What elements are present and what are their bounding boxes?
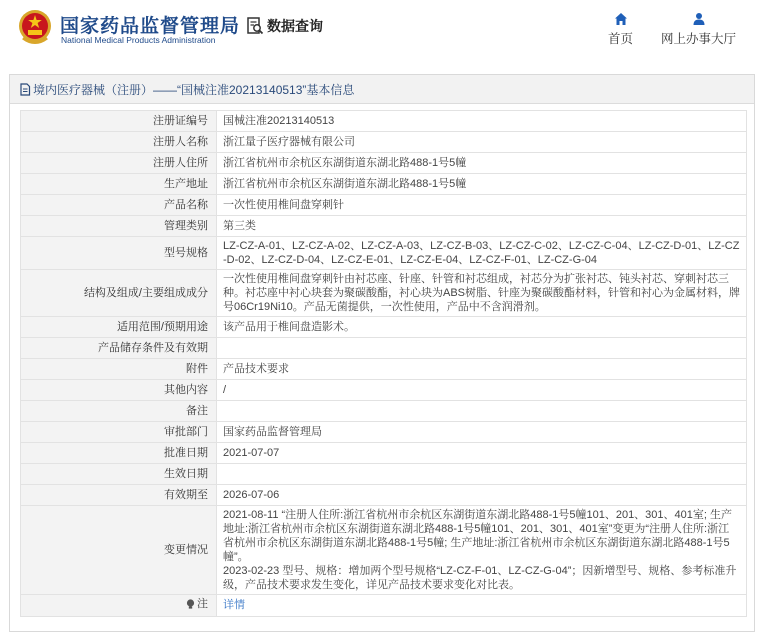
row-label: 备注 [21, 401, 217, 422]
table-row [21, 338, 747, 359]
table-row [21, 132, 747, 153]
row-label [21, 595, 217, 617]
row-label: 适用范围/预期用途 [21, 317, 217, 338]
table-row [21, 506, 747, 595]
row-label: 注册人名称 [21, 132, 217, 153]
table-row [21, 111, 747, 132]
nav-home[interactable] [608, 12, 633, 48]
table-row [21, 237, 747, 270]
data-query-label: 数据查询 [267, 18, 323, 34]
row-label: 变更情况 [21, 506, 217, 595]
row-value: 一次性使用椎间盘穿刺针由衬芯座、针座、针管和衬芯组成，衬芯分为扩张衬芯、钝头衬芯、穿刺衬芯三种。衬芯座中衬心块套为聚碳酸酯，衬心块为ABS树脂、针座为聚碳酸酯材料，针管和衬心为金属材料，牌号06Cr19Ni10。产品无菌提供，一次性使用，产品中不含润滑剂。 [217, 270, 747, 317]
site-title-cn[interactable]: 国家药品监督管理局 [60, 16, 241, 37]
nav-online-service-label: 网上办事大厅 [661, 32, 737, 46]
row-value: / [217, 380, 747, 401]
table-row [21, 464, 747, 485]
site-header [0, 0, 761, 62]
table-row [21, 195, 747, 216]
document-icon [19, 83, 31, 96]
row-label: 其他内容 [21, 380, 217, 401]
row-label: 注册证编号 [21, 111, 217, 132]
detail-panel [9, 74, 755, 632]
row-value: 一次性使用椎间盘穿刺针 [217, 195, 747, 216]
row-value: 浙江省杭州市余杭区东湖街道东湖北路488-1号5幢 [217, 174, 747, 195]
row-label: 有效期至 [21, 485, 217, 506]
row-label: 型号规格 [21, 237, 217, 270]
data-query-link[interactable] [246, 16, 323, 36]
note-label: 注 [197, 598, 208, 610]
row-value [217, 401, 747, 422]
info-table [20, 110, 747, 617]
panel-title [10, 75, 754, 104]
table-row [21, 380, 747, 401]
table-row [21, 485, 747, 506]
row-label: 审批部门 [21, 422, 217, 443]
row-value [217, 595, 747, 617]
row-value [217, 338, 747, 359]
table-row [21, 317, 747, 338]
row-value: 产品技术要求 [217, 359, 747, 380]
nav-online-service[interactable] [661, 12, 736, 48]
details-link[interactable]: 详情 [223, 599, 245, 612]
panel-title-text: 境内医疗器械（注册）——“国械注准20213140513”基本信息 [33, 82, 355, 97]
home-icon [614, 12, 628, 26]
row-label: 结构及组成/主要组成成分 [21, 270, 217, 317]
row-label: 产品名称 [21, 195, 217, 216]
row-value: 第三类 [217, 216, 747, 237]
table-row [21, 443, 747, 464]
table-row [21, 153, 747, 174]
change-history: 2021-08-11 “注册人住所:浙江省杭州市余杭区东湖街道东湖北路488-1号5幢101、201、301、401室; 生产地址:浙江省杭州市余杭区东湖街道东湖北路488-1号5幢101、201、301、401室”变更为“注册人住所:浙江省杭州市余杭区东湖街道东湖北路488-1号5幢; 生产地址:浙江省杭州市余杭区东湖街道东湖北路488-1号5幢”。 2023-02-23 型号、规格：增加两个型号规格“LZ-CZ-F-01、LZ-CZ-G-04”；因新增型号、规格、参考标准升级，产品技术要求发生变化，详见产品技术要求变化对比表。 [217, 506, 747, 595]
row-value: LZ-CZ-A-01、LZ-CZ-A-02、LZ-CZ-A-03、LZ-CZ-B-03、LZ-CZ-C-02、LZ-CZ-C-04、LZ-CZ-D-01、LZ-CZ-D-02、LZ-CZ-D-04、LZ-CZ-E-01、LZ-CZ-E-04、LZ-CZ-F-01、LZ-CZ-G-04 [217, 237, 747, 270]
row-label: 生效日期 [21, 464, 217, 485]
table-row [21, 216, 747, 237]
row-value: 浙江量子医疗器械有限公司 [217, 132, 747, 153]
row-label: 注册人住所 [21, 153, 217, 174]
row-label: 产品储存条件及有效期 [21, 338, 217, 359]
national-emblem-icon [18, 9, 52, 45]
row-value: 浙江省杭州市余杭区东湖街道东湖北路488-1号5幢 [217, 153, 747, 174]
table-row [21, 270, 747, 317]
user-icon [692, 12, 706, 26]
table-row [21, 174, 747, 195]
row-label: 生产地址 [21, 174, 217, 195]
nav-home-label: 首页 [608, 32, 634, 46]
row-label: 批准日期 [21, 443, 217, 464]
row-label: 管理类别 [21, 216, 217, 237]
table-row [21, 401, 747, 422]
table-row [21, 595, 747, 617]
row-value: 国家药品监督管理局 [217, 422, 747, 443]
site-title-en[interactable]: National Medical Products Administration [61, 35, 216, 45]
table-row [21, 359, 747, 380]
row-value: 2026-07-06 [217, 485, 747, 506]
table-row [21, 422, 747, 443]
bulb-icon [186, 599, 195, 610]
row-value: 2021-07-07 [217, 443, 747, 464]
row-value: 该产品用于椎间盘造影术。 [217, 317, 747, 338]
row-value [217, 464, 747, 485]
row-value: 国械注准20213140513 [217, 111, 747, 132]
note-label-wrap [186, 597, 208, 611]
search-doc-icon [246, 17, 264, 35]
row-label: 附件 [21, 359, 217, 380]
